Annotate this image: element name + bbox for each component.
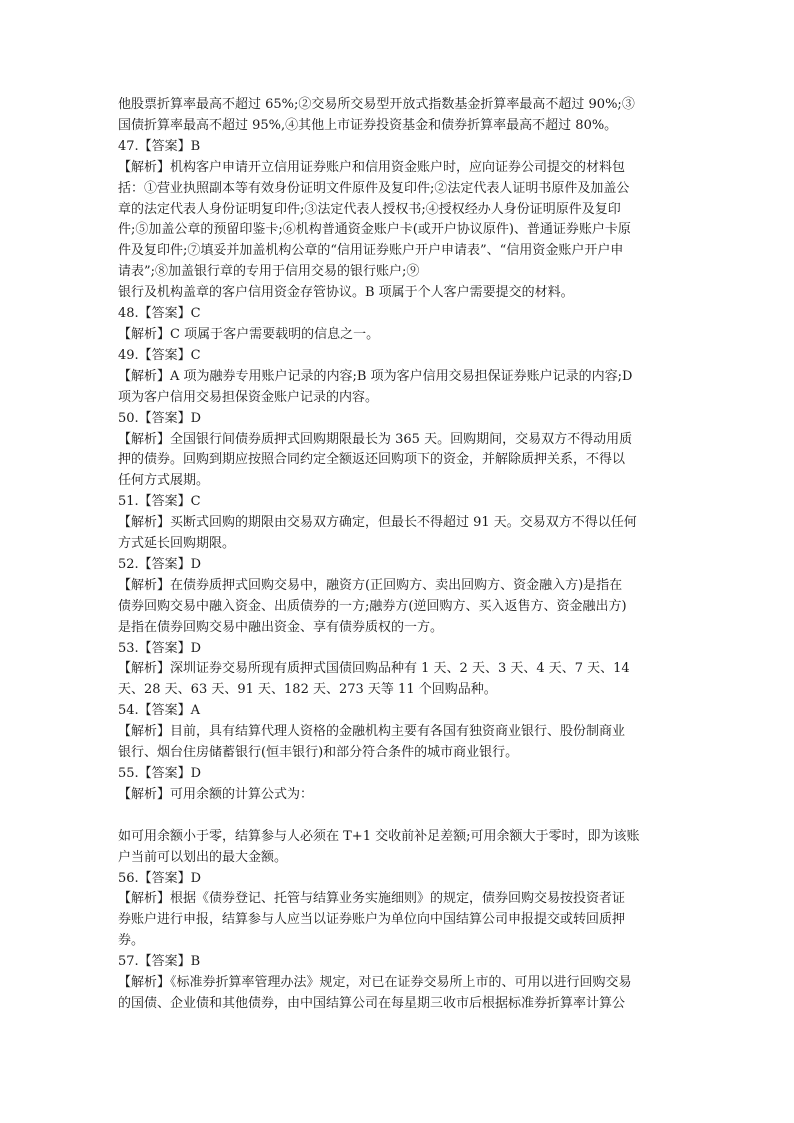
text-line: 【解析】可用余额的计算公式为： xyxy=(118,786,314,802)
text-line: 【解析】买断式回购的期限由交易双方确定，但最长不得超过 91 天。交易双方不得以任何 xyxy=(118,515,637,531)
blank-line xyxy=(118,806,680,827)
text-line: 【解析】目前，具有结算代理人资格的金融机构主要有各国有独资商业银行、股份制商业 xyxy=(118,724,626,740)
text-line: 【解析】根据《债券登记、托管与结算业务实施细则》的规定，债券回购交易按投资者证 xyxy=(118,891,626,907)
text-line: 52.【答案】D xyxy=(118,556,202,572)
text-line: 【解析】深圳证券交易所现有质押式国债回购品种有 1 天、2 天、3 天、4 天、7 天、14 xyxy=(118,661,630,677)
text-line: 50.【答案】D xyxy=(118,410,202,426)
text-line: 天、28 天、63 天、91 天、182 天、273 天等 11 个回购品种。 xyxy=(118,682,497,698)
text-line: 55.【答案】D xyxy=(118,766,202,781)
text-line: 56.【答案】D xyxy=(118,870,202,886)
document-body xyxy=(118,95,680,1015)
text-line: 是指在债券回购交易中融出资金、享有债券质权的一方。 xyxy=(118,619,444,635)
text-line: 【解析】C 项属于客户需要载明的信息之一。 xyxy=(118,326,380,342)
text-line: 53.【答案】D xyxy=(118,640,202,656)
text-line: 47.【答案】B xyxy=(118,138,201,154)
text-line: 【解析】在债券质押式回购交易中，融资方(正回购方、卖出回购方、资金融入方)是指在 xyxy=(118,577,623,593)
text-line: 件;⑤加盖公章的预留印鉴卡;⑥机构普通资金账户卡(或开户协议原件)、普通证券账户卡原 xyxy=(118,222,631,238)
text-line: 件及复印件;⑦填妥并加盖机构公章的“信用证券账户开户申请表”、“信用资金账户开户申 xyxy=(118,243,624,259)
text-line: 他股票折算率最高不超过 65%;②交易所交易型开放式指数基金折算率最高不超过 90%;③ xyxy=(118,97,635,112)
text-line: 如可用余额小于零，结算参与人必须在 T+1 交收前补足差额;可用余额大于零时，即为该账 xyxy=(118,828,640,844)
text-line: 48.【答案】C xyxy=(118,306,201,322)
text-line: 项为客户信用交易担保资金账户记录的内容。 xyxy=(118,389,379,405)
text-line: 国债折算率最高不超过 95%,④其他上市证券投资基金和债券折算率最高不超过 80%。 xyxy=(118,117,618,133)
text-line: 银行、烟台住房储蓄银行(恒丰银行)和部分符合条件的城市商业银行。 xyxy=(118,745,519,761)
text-line: 章的法定代表人身份证明复印件;③法定代表人授权书;④授权经办人身份证明原件及复印 xyxy=(118,201,621,217)
text-line: 49.【答案】C xyxy=(118,347,201,363)
text-line: 【解析】A 项为融券专用账户记录的内容;B 项为客户信用交易担保证券账户记录的内容;D xyxy=(118,368,633,384)
text-line: 57.【答案】B xyxy=(118,954,201,970)
text-line: 【解析】《标准券折算率管理办法》规定，对已在证券交易所上市的、可用以进行回购交易 xyxy=(118,975,632,991)
text-line: 的国债、企业债和其他债券，由中国结算公司在每星期三收市后根据标准券折算率计算公 xyxy=(118,995,626,1011)
text-line: 括：①营业执照副本等有效身份证明文件原件及复印件;②法定代表人证明书原件及加盖公 xyxy=(118,180,630,196)
text-line: 方式延长回购期限。 xyxy=(118,536,236,552)
text-line: 51.【答案】C xyxy=(118,494,201,510)
text-line: 请表”;⑧加盖银行章的专用于信用交易的银行账户;⑨ xyxy=(118,264,420,280)
text-line: 户当前可以划出的最大金额。 xyxy=(118,849,288,865)
text-line: 银行及机构盖章的客户信用资金存管协议。B 项属于个人客户需要提交的材料。 xyxy=(118,285,574,301)
text-line: 【解析】机构客户申请开立信用证券账户和信用资金账户时，应向证券公司提交的材料包 xyxy=(118,159,626,175)
text-line: 任何方式展期。 xyxy=(118,473,210,489)
text-line: 券。 xyxy=(118,933,145,949)
text-line: 押的债券。回购到期应按照合同约定全额返还回购项下的资金，并解除质押关系，不得以 xyxy=(118,452,626,468)
text-line: 券账户进行申报，结算参与人应当以证券账户为单位向中国结算公司申报提交或转回质押 xyxy=(118,912,626,928)
text-line: 54.【答案】A xyxy=(118,703,201,719)
text-line: 债券回购交易中融入资金、出质债券的一方;融券方(逆回购方、买入返售方、资金融出方) xyxy=(118,598,627,614)
text-line: 【解析】全国银行间债券质押式回购期限最长为 365 天。回购期间，交易双方不得动用质 xyxy=(118,431,633,447)
